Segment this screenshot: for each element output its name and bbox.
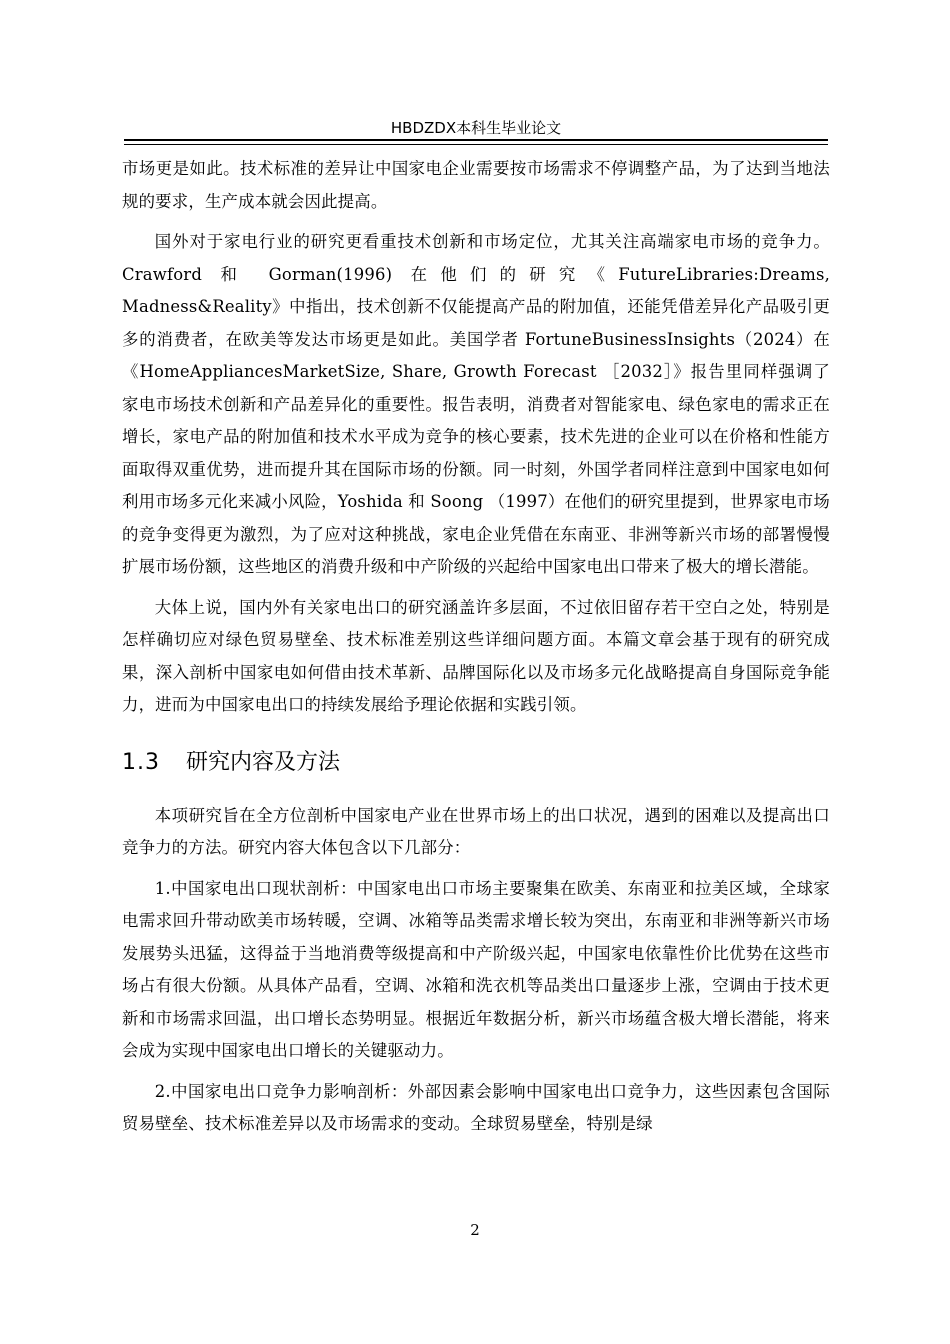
page-number: 2 — [470, 1221, 480, 1239]
paragraph-item-2: 2.中国家电出口竞争力影响剖析：外部因素会影响中国家电出口竞争力，这些因素包含国际贸易壁垒、技术标准差异以及市场需求的变动。全球贸易壁垒，特别是绿 — [122, 1081, 830, 1133]
header-rule-thick — [124, 139, 828, 141]
section-title: 研究内容及方法 — [186, 749, 341, 775]
paragraph-continuation: 市场更是如此。技术标准的差异让中国家电企业需要按市场需求不停调整产品，为了达到当地法规的要求，生产成本就会因此提高。 — [122, 159, 830, 211]
section-number: 1.3 — [122, 749, 160, 775]
paragraph-foreign-research: 国外对于家电行业的研究更看重技术创新和市场定位，尤其关注高端家电市场的竞争力。Crawford 和 Gorman(1996) 在他们的研究《FutureLibraries:Dreams, Madness&Reality》中指出，技术创新不仅能提高产品的附加值，还能凭借差异化产品吸引更多的消费者，在欧美等发达市场更是如此。美国学者 FortuneBusinessInsights（2024）在《HomeAppliancesMarketSize, Share, Growth Forecast ［2032］》报告里同样强调了家电市场技术创新和产品差异化的重要性。报告表明，消费者对智能家电、绿色家电的需求正在增长，家电产品的附加值和技术水平成为竞争的核心要素，技术先进的企业可以在价格和性能方面取得双重优势，进而提升其在国际市场的份额。同一时刻，外国学者同样注意到中国家电如何利用市场多元化来减小风险，Yoshida 和 Soong （1997）在他们的研究里提到，世界家电市场的竞争变得更为激烈，为了应对这种挑战，家电企业凭借在东南亚、非洲等新兴市场的部署慢慢扩展市场份额，这些地区的消费升级和中产阶级的兴起给中国家电出口带来了极大的增长潜能。 — [122, 232, 830, 576]
paragraph-intro: 本项研究旨在全方位剖析中国家电产业在世界市场上的出口状况，遇到的困难以及提高出口竞争力的方法。研究内容大体包含以下几部分： — [122, 805, 830, 857]
paragraph-item-1: 1.中国家电出口现状剖析：中国家电出口市场主要聚集在欧美、东南亚和拉美区域，全球家电需求回升带动欧美市场转暖，空调、冰箱等品类需求增长较为突出，东南亚和非洲等新兴市场发展势头迅猛，这得益于当地消费等级提高和中产阶级兴起，中国家电依靠性价比优势在这些市场占有很大份额。从具体产品看，空调、冰箱和洗衣机等品类出口量逐步上涨，空调由于技术更新和市场需求回温，出口增长态势明显。根据近年数据分析，新兴市场蕴含极大增长潜能，将来会成为实现中国家电出口增长的关键驱动力。 — [122, 878, 830, 1060]
body-text — [122, 153, 830, 1149]
section-heading — [122, 748, 830, 778]
header-rule-thin — [124, 144, 828, 145]
running-header: HBDZDX本科生毕业论文 — [390, 119, 562, 137]
paragraph-summary: 大体上说，国内外有关家电出口的研究涵盖许多层面，不过依旧留存若干空白之处，特别是怎样确切应对绿色贸易壁垒、技术标准差别这些详细问题方面。本篇文章会基于现有的研究成果，深入剖析中国家电如何借由技术革新、品牌国际化以及市场多元化战略提高自身国际竞争能力，进而为中国家电出口的持续发展给予理论依据和实践引领。 — [122, 597, 830, 714]
